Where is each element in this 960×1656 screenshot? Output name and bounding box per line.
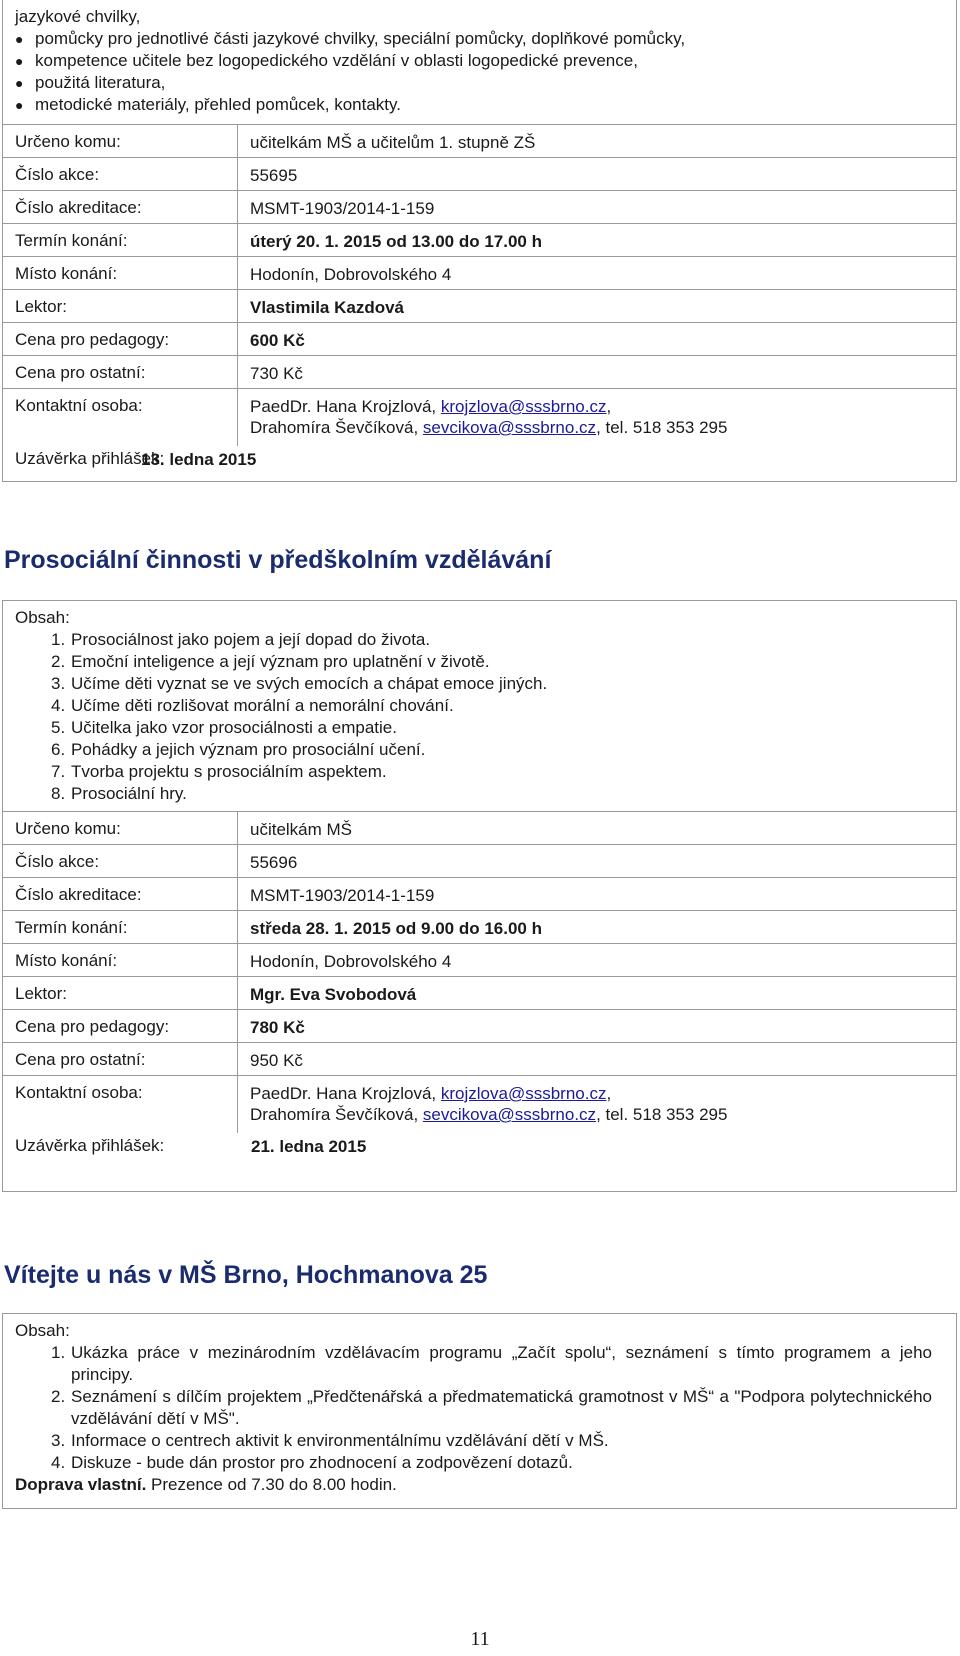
content-line: jazykové chvilky, xyxy=(15,7,141,26)
course-2-title: Prosociální činnosti v předškolním vzdělávání xyxy=(4,546,552,574)
info-row-action-number: Číslo akce: 55696 xyxy=(3,844,956,877)
bullet-icon: ● xyxy=(15,53,24,69)
info-row-lecturer: Lektor: Mgr. Eva Svobodová xyxy=(3,976,956,1009)
info-row-accreditation: Číslo akreditace: MSMT-1903/2014-1-159 xyxy=(3,190,956,223)
course-2-contents xyxy=(3,601,956,811)
info-row-venue: Místo konání: Hodonín, Dobrovolského 4 xyxy=(3,256,956,289)
list-item: 6. Pohádky a jejich význam pro prosociální učení. xyxy=(51,740,426,759)
page-number: 11 xyxy=(470,1628,490,1650)
info-row-price-teachers: Cena pro pedagogy: 780 Kč xyxy=(3,1009,956,1042)
email-link[interactable]: sevcikova@sssbrno.cz xyxy=(422,1105,597,1124)
info-row-accreditation: Číslo akreditace: MSMT-1903/2014-1-159 xyxy=(3,877,956,910)
bullet-item: ● kompetence učitele bez logopedického vzdělání v oblasti logopedické prevence, xyxy=(15,51,638,70)
list-item: 4. Učíme děti rozlišovat morální a nemorální chování. xyxy=(51,696,454,715)
info-row-lecturer: Lektor: Vlastimila Kazdová xyxy=(3,289,956,322)
course-3-contents xyxy=(3,1314,956,1496)
info-row-date: Termín konání: středa 28. 1. 2015 od 9.00 do 16.00 h xyxy=(3,910,956,943)
contents-label: Obsah: xyxy=(15,608,70,627)
list-item: 2. Emoční inteligence a její význam pro uplatnění v životě. xyxy=(51,652,490,671)
list-item: 7. Tvorba projektu s prosociálním aspektem. xyxy=(51,762,387,781)
course-block-2 xyxy=(2,600,957,1192)
email-link[interactable]: sevcikova@sssbrno.cz xyxy=(422,418,597,437)
info-row-deadline: Uzávěrka přihlášek: 21. ledna 2015 xyxy=(15,1136,367,1156)
list-item: 8. Prosociální hry. xyxy=(51,784,187,803)
list-item: 1. Prosociálnost jako pojem a její dopad do života. xyxy=(51,630,431,649)
info-row-price-teachers: Cena pro pedagogy: 600 Kč xyxy=(3,322,956,355)
info-row-audience: Určeno komu: učitelkám MŠ xyxy=(3,811,956,844)
course-3-title: Vítejte u nás v MŠ Brno, Hochmanova 25 xyxy=(4,1261,488,1289)
bullet-icon: ● xyxy=(15,75,24,91)
email-link[interactable]: krojzlova@sssbrno.cz xyxy=(440,1084,607,1103)
bullet-icon: ● xyxy=(15,97,24,113)
course-block-3 xyxy=(2,1313,957,1509)
list-item: 3. Učíme děti vyznat se ve svých emocích a chápat emoce jiných. xyxy=(51,674,548,693)
list-item: 1. Ukázka práce v mezinárodním vzdělávacím programu „Začít spolu“, seznámení s tímto programem a jeho principy. xyxy=(51,1343,932,1384)
list-item: 3. Informace o centrech aktivit k environmentálnímu vzdělávání dětí v MŠ. xyxy=(51,1431,609,1450)
info-row-contact: Kontaktní osoba: PaedDr. Hana Krojzlová, krojzlova@sssbrno.cz, Drahomíra Ševčíková, sevcikova@sssbrno.cz, tel. 518 353 295 xyxy=(3,388,956,446)
bullet-item: ● pomůcky pro jednotlivé části jazykové chvilky, speciální pomůcky, doplňkové pomůcky, xyxy=(15,29,686,48)
info-row-price-others: Cena pro ostatní: 950 Kč xyxy=(3,1042,956,1075)
bullet-item: ● metodické materiály, přehled pomůcek, kontakty. xyxy=(15,95,401,114)
email-link[interactable]: krojzlova@sssbrno.cz xyxy=(440,397,607,416)
bullet-icon: ● xyxy=(15,31,24,47)
contents-list xyxy=(15,629,944,805)
info-row-venue: Místo konání: Hodonín, Dobrovolského 4 xyxy=(3,943,956,976)
list-item: 4. Diskuze - bude dán prostor pro zhodnocení a zodpovězení dotazů. xyxy=(51,1453,573,1472)
course-1-content-tail xyxy=(3,0,956,124)
info-row-action-number: Číslo akce: 55695 xyxy=(3,157,956,190)
list-item: 5. Učitelka jako vzor prosociálnosti a empatie. xyxy=(51,718,397,737)
list-item: 2. Seznámení s dílčím projektem „Předčtenářská a předmatematická gramotnost v MŠ“ a "Podpora polytechnického vzdělávání dětí v MŠ". xyxy=(51,1387,932,1428)
info-row-deadline: Uzávěrka přihlášek: 13. ledna 2015 xyxy=(15,449,257,469)
transport-note: Doprava vlastní. Prezence od 7.30 do 8.00 hodin. xyxy=(15,1475,397,1494)
contents-label: Obsah: xyxy=(15,1321,70,1340)
bullet-item: ● použitá literatura, xyxy=(15,73,166,92)
course-block-1 xyxy=(2,0,957,482)
info-row-date: Termín konání: úterý 20. 1. 2015 od 13.00 do 17.00 h xyxy=(3,223,956,256)
contents-list xyxy=(15,1342,944,1474)
info-row-contact: Kontaktní osoba: PaedDr. Hana Krojzlová, krojzlova@sssbrno.cz, Drahomíra Ševčíková, sevcikova@sssbrno.cz, tel. 518 353 295 xyxy=(3,1075,956,1133)
info-row-price-others: Cena pro ostatní: 730 Kč xyxy=(3,355,956,388)
info-row-audience: Určeno komu: učitelkám MŠ a učitelům 1. stupně ZŠ xyxy=(3,124,956,157)
